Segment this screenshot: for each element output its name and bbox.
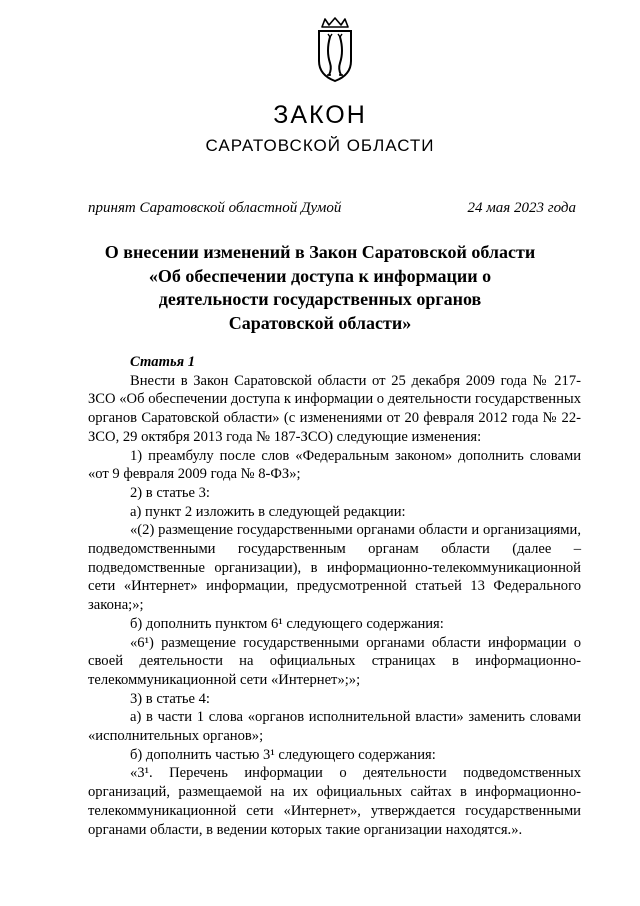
law-title: ЗАКОН bbox=[273, 101, 367, 129]
paragraph: 3) в статье 4: bbox=[130, 690, 210, 707]
paragraph: Внести в Закон Саратовской области от 25 декабря 2009 года № 217-ЗСО «Об обеспечении доступа к информации о деятельности государственных органов Саратовской области» (с изменениями от 20 февраля 2012 года № 22-ЗСО, 29 октября 2013 года № 187-ЗСО) следующие изменения: bbox=[88, 372, 581, 445]
heading-line: «Об обеспечении доступа к информации о bbox=[148, 265, 492, 286]
document-heading bbox=[70, 241, 570, 335]
paragraph: 1) преамбулу после слов «Федеральным законом» дополнить словами «от 9 февраля 2009 года № 8-ФЗ»; bbox=[88, 447, 581, 483]
paragraph: а) в части 1 слова «органов исполнительной власти» заменить словами «исполнительных органов»; bbox=[88, 709, 581, 745]
article-title: Статья 1 bbox=[130, 354, 196, 370]
paragraph: 2) в статье 3: bbox=[130, 484, 210, 501]
paragraph: а) пункт 2 изложить в следующей редакции: bbox=[130, 503, 406, 520]
paragraph: б) дополнить пунктом 6¹ следующего содержания: bbox=[130, 615, 444, 632]
heading-line: О внесении изменений в Закон Саратовской области bbox=[104, 242, 536, 262]
heading-line: Саратовской области» bbox=[228, 312, 412, 333]
paragraph: б) дополнить частью 3¹ следующего содержания: bbox=[130, 746, 436, 763]
adopted-by-line: принят Саратовской областной Думой bbox=[88, 200, 342, 216]
document-body bbox=[88, 353, 581, 839]
paragraph: «6¹) размещение государственными органами области информации о своей деятельности на официальных страницах в информационно-телекоммуникационной сети «Интернет»;»; bbox=[88, 634, 581, 688]
law-subtitle: САРАТОВСКОЙ ОБЛАСТИ bbox=[205, 136, 435, 155]
heading-line: деятельности государственных органов bbox=[158, 289, 482, 309]
paragraph: «3¹. Перечень информации о деятельности подведомственных организаций, размещаемой на их официальных сайтах в информационно-телекоммуникационной сети «Интернет», утверждается государственными органами области, в ведении которых такие организации находятся.». bbox=[88, 765, 581, 838]
paragraph: «(2) размещение государственными органами области и организациями, подведомственными государственным органам области (далее – подведомственные организации), в информационно-телекоммуникационной сети «Интернет» информации, предусмотренной статьей 13 Федерального закона;»; bbox=[88, 522, 581, 614]
adopted-date: 24 мая 2023 года bbox=[467, 200, 576, 216]
coat-of-arms-icon bbox=[316, 17, 354, 85]
